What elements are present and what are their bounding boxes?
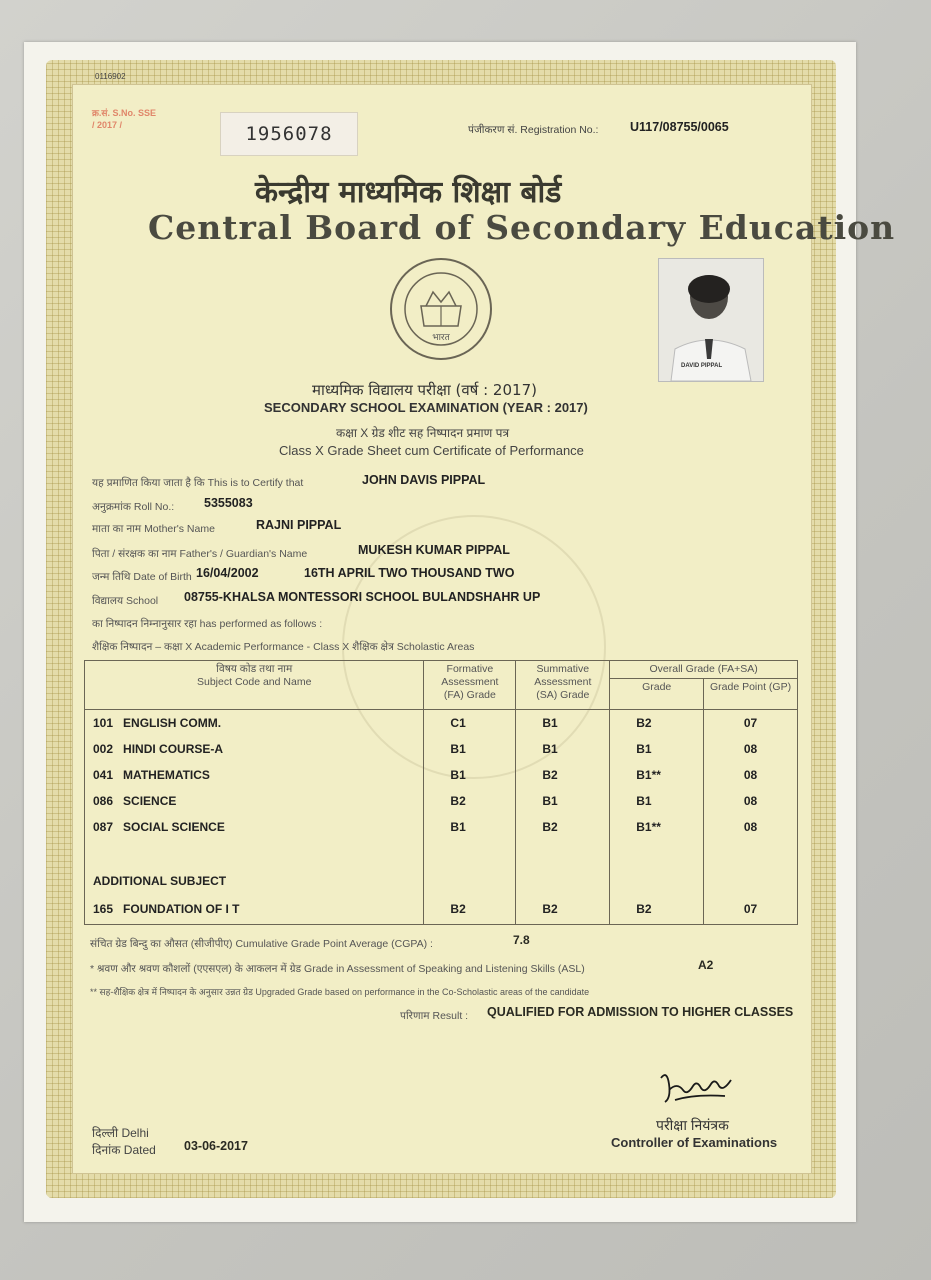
subject-code: 002	[93, 742, 114, 756]
grades-table	[84, 660, 798, 925]
sa-header-line: (SA) Grade	[536, 689, 590, 701]
mother-label: माता का नाम Mother's Name	[92, 523, 215, 535]
spacer-cell	[610, 868, 704, 894]
subject-code: 101	[93, 716, 114, 730]
fa-grade: B1	[424, 736, 516, 762]
school-name: 08755-KHALSA MONTESSORI SCHOOL BULANDSHAHR UP	[184, 590, 541, 604]
certificate-number: 1956078	[220, 112, 358, 156]
mother-name: RAJNI PIPPAL	[256, 518, 342, 532]
school-label: विद्यालय School	[92, 595, 159, 607]
grade-header: Grade	[610, 679, 704, 710]
academic-performance-label: शैक्षिक निष्पादन – कक्षा X Academic Performance - Class X शैक्षिक क्षेत्र Scholastic Areas	[92, 641, 475, 653]
grade-point: 08	[704, 762, 798, 788]
father-label: पिता / संरक्षक का नाम Father's / Guardian's Name	[92, 548, 308, 560]
dated-value: 03-06-2017	[184, 1139, 248, 1153]
subject-name: SOCIAL SCIENCE	[123, 820, 225, 834]
spacer-cell	[85, 840, 424, 868]
table-row	[85, 710, 798, 737]
sheet-subtitle-english: Class X Grade Sheet cum Certificate of Performance	[279, 443, 584, 458]
sa-grade: B2	[516, 894, 610, 925]
subject-code: 087	[93, 820, 114, 834]
subject-name: ENGLISH COMM.	[123, 716, 222, 730]
grade-point-header: Grade Point (GP)	[704, 679, 798, 710]
serial-number: 0116902	[95, 72, 126, 81]
subject-name: MATHEMATICS	[123, 768, 210, 782]
fa-header-line: Formative	[446, 663, 494, 675]
red-stamp-line-1: क्र.सं. S.No. SSE	[92, 108, 157, 118]
overall-grade: B2	[610, 710, 704, 737]
fa-grade: B1	[424, 762, 516, 788]
exam-title-english: SECONDARY SCHOOL EXAMINATION (YEAR : 2017)	[264, 400, 588, 415]
subject-code: 086	[93, 794, 114, 808]
controller-signature	[655, 1068, 737, 1112]
upgraded-grade-note: ** सह-शैक्षिक क्षेत्र में निष्पादन के अनुसार उन्नत ग्रेड Upgraded Grade based on performance in the Co-Scholastic areas of the candidate	[90, 987, 590, 997]
place-label: दिल्ली Delhi	[92, 1126, 149, 1140]
controller-title-english: Controller of Examinations	[611, 1135, 778, 1150]
subject-code: 165	[93, 902, 114, 916]
result-label: परिणाम Result :	[400, 1010, 469, 1022]
additional-subject-label: ADDITIONAL SUBJECT	[85, 868, 424, 894]
exam-title-hindi: माध्यमिक विद्यालय परीक्षा (वर्ष : 2017)	[312, 381, 537, 399]
sa-grade: B2	[516, 814, 610, 840]
overall-grade: B2	[610, 894, 704, 925]
subject-cell	[85, 736, 424, 762]
dob-value: 16/04/2002	[196, 566, 259, 580]
sheet-subtitle-hindi: कक्षा X ग्रेड शीट सह निष्पादन प्रमाण पत्र	[336, 426, 510, 440]
fa-grade: B2	[424, 788, 516, 814]
fa-grade: C1	[424, 710, 516, 737]
sa-header-line: Summative	[536, 663, 590, 675]
overall-grade: B1**	[610, 814, 704, 840]
roll-number: 5355083	[204, 496, 253, 510]
subject-header-hindi: विषय कोड तथा नाम	[216, 663, 293, 675]
subject-code: 041	[93, 768, 114, 782]
fa-grade: B1	[424, 814, 516, 840]
subject-cell	[85, 710, 424, 737]
sa-grade: B2	[516, 762, 610, 788]
overall-grade: B1	[610, 788, 704, 814]
spacer-cell	[516, 868, 610, 894]
spacer-cell	[704, 868, 798, 894]
asl-grade: A2	[698, 958, 714, 972]
grade-point: 07	[704, 710, 798, 737]
sa-header	[516, 661, 610, 710]
performed-label: का निष्पादन निम्नानुसार रहा has performed as follows :	[92, 618, 323, 630]
overall-grade: B1**	[610, 762, 704, 788]
spacer-cell	[424, 868, 516, 894]
logo-text: भारत	[432, 333, 450, 343]
asl-label: * श्रवण और श्रवण कौशलों (एएसएल) के आकलन में ग्रेड Grade in Assessment of Speaking and Listening Skills (ASL)	[90, 963, 585, 975]
subject-name: SCIENCE	[123, 794, 177, 808]
spacer-cell	[704, 840, 798, 868]
registration-label: पंजीकरण सं. Registration No.:	[468, 124, 599, 136]
additional-subject-row	[85, 868, 798, 894]
red-stamp	[92, 107, 156, 131]
subject-cell	[85, 894, 424, 925]
board-title-english: Central Board of Secondary Education	[148, 208, 896, 247]
spacer-cell	[424, 840, 516, 868]
subject-cell	[85, 788, 424, 814]
red-stamp-line-2: / 2017 /	[92, 120, 123, 130]
student-photo	[658, 258, 764, 382]
roll-label: अनुक्रमांक Roll No.:	[92, 501, 175, 513]
table-row	[85, 736, 798, 762]
sa-grade: B1	[516, 788, 610, 814]
overall-grade-header: Overall Grade (FA+SA)	[610, 661, 798, 679]
dated-label: दिनांक Dated	[92, 1143, 156, 1157]
subject-header	[85, 661, 424, 710]
father-name: MUKESH KUMAR PIPPAL	[358, 543, 510, 557]
sa-header-line: Assessment	[534, 676, 592, 688]
fa-grade: B2	[424, 894, 516, 925]
table-row	[85, 762, 798, 788]
fa-header-line: Assessment	[441, 676, 499, 688]
subject-cell	[85, 814, 424, 840]
photo-caption: DAVID PIPPAL	[681, 363, 723, 369]
overall-grade: B1	[610, 736, 704, 762]
table-row	[85, 894, 798, 925]
registration-number: U117/08755/0065	[630, 120, 729, 134]
spacer-cell	[610, 840, 704, 868]
grade-point: 08	[704, 788, 798, 814]
fa-header-line: (FA) Grade	[443, 689, 496, 701]
spacer-cell	[516, 840, 610, 868]
cgpa-value: 7.8	[513, 933, 530, 947]
table-row	[85, 814, 798, 840]
certify-label: यह प्रमाणित किया जाता है कि This is to Certify that	[92, 477, 304, 489]
cgpa-label: संचित ग्रेड बिन्दु का औसत (सीजीपीए) Cumulative Grade Point Average (CGPA) :	[90, 938, 433, 950]
subject-header-english: Subject Code and Name	[197, 676, 312, 688]
grade-point: 08	[704, 814, 798, 840]
controller-title-hindi: परीक्षा नियंत्रक	[656, 1117, 729, 1133]
result-value: QUALIFIED FOR ADMISSION TO HIGHER CLASSES	[487, 1005, 794, 1019]
subject-name: HINDI COURSE-A	[123, 742, 224, 756]
subject-name: FOUNDATION OF I T	[123, 902, 240, 916]
dob-words: 16TH APRIL TWO THOUSAND TWO	[304, 566, 515, 580]
grade-point: 08	[704, 736, 798, 762]
cbse-emblem-logo	[388, 256, 494, 362]
fa-header	[424, 661, 516, 710]
sa-grade: B1	[516, 736, 610, 762]
grade-point: 07	[704, 894, 798, 925]
board-title-hindi: केन्द्रीय माध्यमिक शिक्षा बोर्ड	[255, 175, 562, 210]
spacer-row	[85, 840, 798, 868]
student-name: JOHN DAVIS PIPPAL	[362, 473, 486, 487]
table-header-row	[85, 661, 798, 679]
subject-cell	[85, 762, 424, 788]
table-row	[85, 788, 798, 814]
dob-label: जन्म तिथि Date of Birth	[92, 571, 192, 583]
sa-grade: B1	[516, 710, 610, 737]
